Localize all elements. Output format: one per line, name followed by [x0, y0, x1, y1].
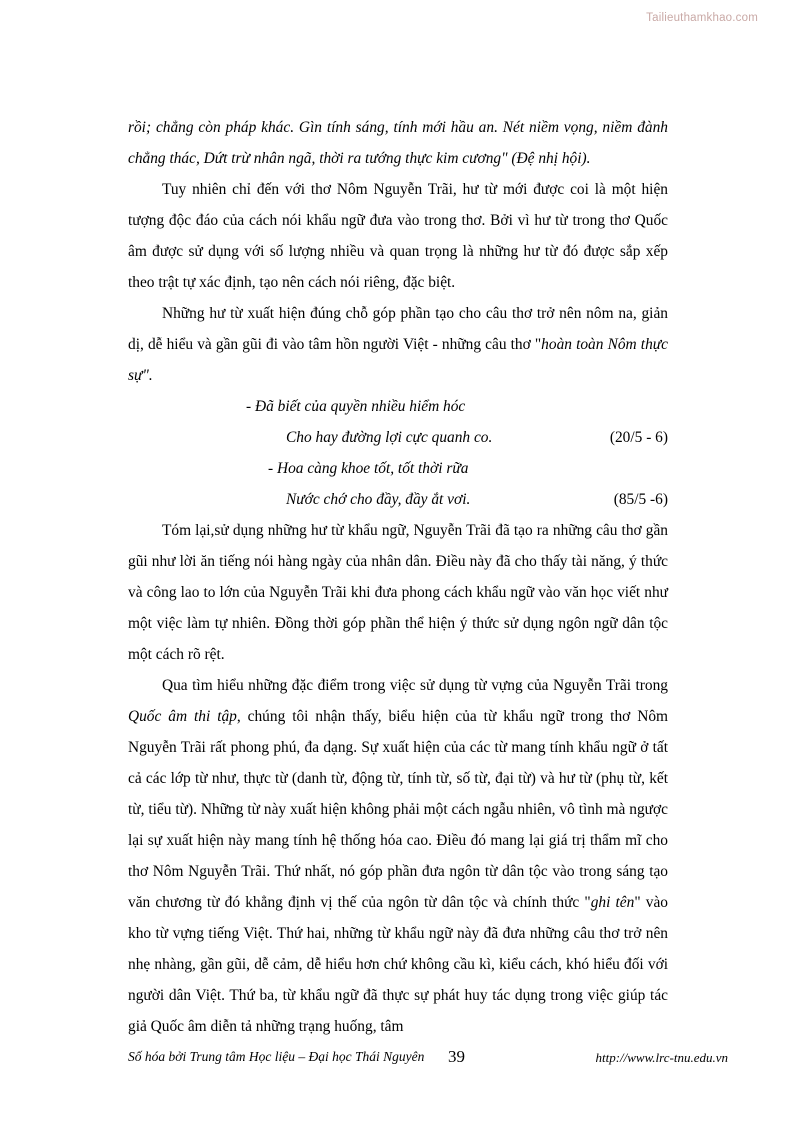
- paragraph-5-italic-2: ghi tên: [590, 894, 635, 911]
- verse-line-4: [128, 484, 668, 515]
- paragraph-4: Tóm lại,sử dụng những hư từ khẩu ngữ, Nguyễn Trãi đã tạo ra những câu thơ gần gũi như lời ăn tiếng nói hàng ngày của nhân dân. Điều này đã cho thấy tài năng, ý thức và công lao to lớn của Nguyễn Trãi khi đưa phong cách khẩu ngữ vào văn học viết như một việc làm tự nhiên. Đồng thời góp phần thể hiện ý thức sử dụng ngôn ngữ dân tộc một cách rõ rệt.: [128, 522, 668, 663]
- verse-line-4-text: Nước chớ cho đầy, đầy ắt vơi.: [286, 491, 471, 508]
- paragraph-3-italic: hoàn toàn Nôm thực sự".: [128, 336, 668, 384]
- verse-line-2-text: Cho hay đường lợi cực quanh co.: [286, 429, 493, 446]
- paragraph-3: [128, 298, 668, 391]
- footer-source-text: Số hóa bởi Trung tâm Học liệu – Đại học Thái Nguyên: [128, 1049, 425, 1064]
- verse-line-2: [128, 422, 668, 453]
- verse-line-3: - Hoa càng khoe tốt, tốt thời rữa: [268, 460, 469, 477]
- page-number: 39: [448, 1047, 465, 1066]
- verse-reference-2: (85/5 -6): [613, 491, 668, 508]
- paragraph-2: Tuy nhiên chỉ đến với thơ Nôm Nguyễn Trãi, hư từ mới được coi là một hiện tượng độc đáo của cách nói khẩu ngữ đưa vào trong thơ. Bởi vì hư từ trong thơ Quốc âm được sử dụng với số lượng nhiều và quan trọng là những hư từ đó được sắp xếp theo trật tự xác định, tạo nên cách nói riêng, đặc biệt.: [128, 181, 668, 291]
- watermark-text: Tailieuthamkhao.com: [646, 12, 758, 24]
- page-body: [128, 112, 668, 1042]
- paragraph-5: [128, 670, 668, 1042]
- page-footer: [128, 1049, 728, 1071]
- paragraph-5-text-c: " vào kho từ vựng tiếng Việt. Thứ hai, những từ khẩu ngữ này đã đưa những câu thơ trở nên nhẹ nhàng, gần gũi, dễ cảm, dễ hiểu hơn chứ không cầu kì, kiểu cách, khó hiểu đối với người dân Việt. Thứ ba, từ khẩu ngữ đã thực sự phát huy tác dụng trong việc giúp tác giả Quốc âm diễn tả những trạng huống, tâm: [128, 894, 668, 1035]
- paragraph-top: rồi; chẳng còn pháp khác. Gìn tính sáng, tính mới hầu an. Nét niềm vọng, niềm đành chẳng thác, Dứt trừ nhân ngã, thời ra tướng thực kim cương" (Đệ nhị hội).: [128, 119, 668, 167]
- paragraph-5-text-b: , chúng tôi nhận thấy, biểu hiện của từ khẩu ngữ trong thơ Nôm Nguyễn Trãi rất phong phú, đa dạng. Sự xuất hiện của các từ mang tính khẩu ngữ ở tất cả các lớp từ như, thực từ (danh từ, động từ, tính từ, số từ, đại từ) và hư từ (phụ từ, kết từ, tiểu từ). Những từ này xuất hiện không phải một cách ngẫu nhiên, vô tình mà ngược lại sự xuất hiện này mang tính hệ thống hóa cao. Điều đó mang lại giá trị thẩm mĩ cho thơ Nôm Nguyễn Trãi. Thứ nhất, nó góp phần đưa ngôn từ dân tộc vào trong sáng tạo văn chương từ đó khẳng định vị thế của ngôn từ dân tộc và chính thức ": [128, 708, 668, 911]
- verse-line-1: - Đã biết của quyền nhiều hiểm hóc: [246, 398, 466, 415]
- footer-url: http://www.lrc-tnu.edu.vn: [595, 1050, 728, 1065]
- verse-reference-1: (20/5 - 6): [609, 429, 668, 446]
- paragraph-5-text-a: Qua tìm hiểu những đặc điểm trong việc sử dụng từ vựng của Nguyễn Trãi trong: [162, 677, 668, 694]
- verse-block-1: [128, 391, 668, 515]
- paragraph-3-text: Những hư từ xuất hiện đúng chỗ góp phần tạo cho câu thơ trở nên nôm na, giản dị, dễ hiểu và gần gũi đi vào tâm hồn người Việt - những câu thơ ": [128, 305, 668, 353]
- paragraph-5-italic-1: Quốc âm thi tập: [128, 708, 237, 725]
